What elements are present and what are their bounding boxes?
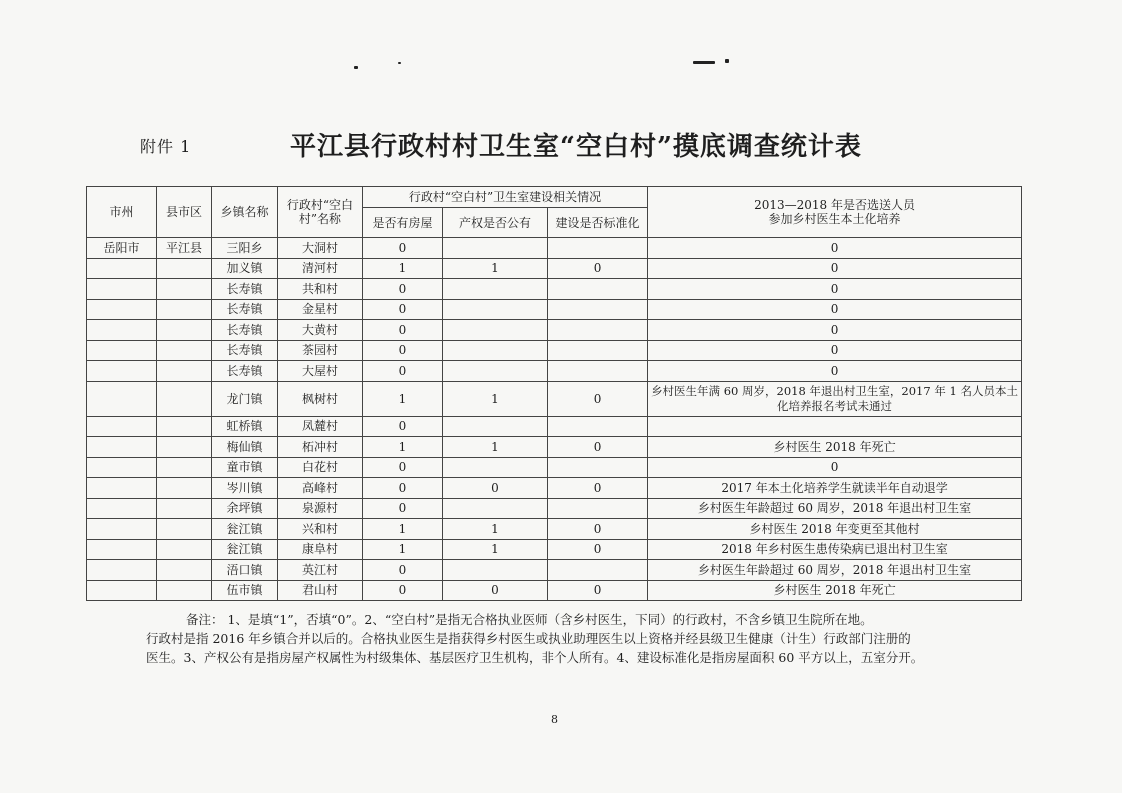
cell-standardized: 0 (548, 258, 648, 279)
cell-town: 三阳乡 (212, 238, 278, 259)
cell-town: 长寿镇 (212, 340, 278, 361)
notes-line-1: 备注： 1、是填“1”，否填“0”。2、“空白村”是指无合格执业医师（含乡村医生，下同）的行政村，不含乡镇卫生院所在地。 (186, 612, 873, 627)
cell-public-property (443, 279, 548, 300)
table-row (87, 361, 1022, 382)
cell-county (157, 279, 212, 300)
cell-standardized (548, 279, 648, 300)
cell-public-property (443, 340, 548, 361)
cell-town: 虹桥镇 (212, 416, 278, 437)
cell-city (87, 299, 157, 320)
cell-village: 大黄村 (278, 320, 363, 341)
cell-has-house: 0 (363, 361, 443, 382)
cell-standardized (548, 238, 648, 259)
cell-has-house: 0 (363, 340, 443, 361)
scan-speck (354, 66, 358, 69)
cell-village: 柘冲村 (278, 437, 363, 458)
cell-standardized (548, 457, 648, 478)
cell-public-property: 1 (443, 539, 548, 560)
cell-has-house: 1 (363, 539, 443, 560)
header-village: 行政村“空白村”名称 (278, 187, 363, 238)
cell-village: 金星村 (278, 299, 363, 320)
cell-has-house: 0 (363, 238, 443, 259)
table-row (87, 340, 1022, 361)
header-row-1 (87, 187, 1022, 208)
table-row (87, 320, 1022, 341)
header-training-line1: 2013—2018 年是否选送人员 (754, 198, 915, 212)
cell-has-house: 1 (363, 437, 443, 458)
cell-public-property: 1 (443, 519, 548, 540)
cell-village: 英江村 (278, 560, 363, 581)
cell-standardized (548, 299, 648, 320)
cell-public-property (443, 560, 548, 581)
cell-training (648, 416, 1022, 437)
table-row (87, 560, 1022, 581)
cell-city (87, 416, 157, 437)
table-row (87, 279, 1022, 300)
cell-county (157, 560, 212, 581)
cell-training: 0 (648, 299, 1022, 320)
cell-county (157, 580, 212, 601)
table-row (87, 238, 1022, 259)
cell-city (87, 340, 157, 361)
cell-town: 浯口镇 (212, 560, 278, 581)
cell-public-property (443, 416, 548, 437)
cell-training: 0 (648, 279, 1022, 300)
cell-has-house: 1 (363, 381, 443, 416)
cell-county (157, 361, 212, 382)
table-row (87, 539, 1022, 560)
cell-public-property (443, 299, 548, 320)
cell-city: 岳阳市 (87, 238, 157, 259)
attachment-label: 附件 1 (140, 137, 192, 156)
cell-standardized (548, 320, 648, 341)
cell-city (87, 361, 157, 382)
table-row (87, 381, 1022, 416)
cell-has-house: 0 (363, 279, 443, 300)
cell-standardized (548, 416, 648, 437)
cell-training: 0 (648, 320, 1022, 341)
table-row (87, 299, 1022, 320)
cell-training: 乡村医生 2018 年变更至其他村 (648, 519, 1022, 540)
header-county: 县市区 (157, 187, 212, 238)
cell-has-house: 0 (363, 416, 443, 437)
cell-public-property: 0 (443, 580, 548, 601)
scan-speck (398, 62, 401, 64)
cell-has-house: 0 (363, 457, 443, 478)
cell-town: 余坪镇 (212, 498, 278, 519)
cell-standardized: 0 (548, 381, 648, 416)
cell-village: 君山村 (278, 580, 363, 601)
cell-standardized: 0 (548, 437, 648, 458)
cell-county (157, 381, 212, 416)
cell-village: 共和村 (278, 279, 363, 300)
cell-county (157, 258, 212, 279)
cell-village: 清河村 (278, 258, 363, 279)
cell-training: 0 (648, 361, 1022, 382)
cell-village: 白花村 (278, 457, 363, 478)
header-public-property: 产权是否公有 (443, 208, 548, 238)
table-row (87, 437, 1022, 458)
cell-public-property (443, 457, 548, 478)
cell-county (157, 437, 212, 458)
cell-city (87, 478, 157, 499)
cell-training: 0 (648, 457, 1022, 478)
cell-county (157, 519, 212, 540)
cell-standardized (548, 361, 648, 382)
cell-training: 乡村医生 2018 年死亡 (648, 437, 1022, 458)
cell-county (157, 498, 212, 519)
cell-town: 伍市镇 (212, 580, 278, 601)
table-row (87, 457, 1022, 478)
cell-training: 乡村医生年龄超过 60 周岁，2018 年退出村卫生室 (648, 560, 1022, 581)
cell-village: 高峰村 (278, 478, 363, 499)
cell-has-house: 1 (363, 258, 443, 279)
table-row (87, 478, 1022, 499)
cell-training: 乡村医生年满 60 周岁，2018 年退出村卫生室，2017 年 1 名人员本土化培养报名考试未通过 (648, 381, 1022, 416)
table-row (87, 580, 1022, 601)
cell-has-house: 0 (363, 478, 443, 499)
cell-city (87, 437, 157, 458)
cell-has-house: 0 (363, 560, 443, 581)
cell-city (87, 279, 157, 300)
survey-table (86, 186, 1022, 601)
cell-county (157, 539, 212, 560)
cell-standardized: 0 (548, 580, 648, 601)
cell-public-property (443, 238, 548, 259)
cell-has-house: 0 (363, 580, 443, 601)
cell-standardized: 0 (548, 539, 648, 560)
cell-public-property (443, 320, 548, 341)
notes-line-3: 医生。3、产权公有是指房屋产权属性为村级集体、基层医疗卫生机构，非个人所有。4、建设标准化是指房屋面积 60 平方以上，五室分开。 (146, 650, 924, 665)
cell-town: 岑川镇 (212, 478, 278, 499)
cell-town: 瓮江镇 (212, 539, 278, 560)
cell-town: 梅仙镇 (212, 437, 278, 458)
cell-training: 0 (648, 258, 1022, 279)
cell-city (87, 539, 157, 560)
cell-city (87, 580, 157, 601)
scan-speck (725, 59, 729, 63)
cell-training: 乡村医生年龄超过 60 周岁，2018 年退出村卫生室 (648, 498, 1022, 519)
page-number: 8 (551, 713, 558, 726)
cell-has-house: 0 (363, 320, 443, 341)
cell-village: 兴和村 (278, 519, 363, 540)
cell-has-house: 0 (363, 498, 443, 519)
cell-county (157, 340, 212, 361)
cell-public-property: 1 (443, 437, 548, 458)
cell-city (87, 457, 157, 478)
table-row (87, 519, 1022, 540)
header-training (648, 187, 1022, 238)
cell-county: 平江县 (157, 238, 212, 259)
cell-standardized: 0 (548, 478, 648, 499)
notes (146, 610, 1026, 667)
cell-public-property: 1 (443, 381, 548, 416)
header-training-line2: 参加乡村医生本土化培养 (768, 212, 901, 226)
cell-town: 童市镇 (212, 457, 278, 478)
cell-training: 0 (648, 238, 1022, 259)
cell-standardized (548, 498, 648, 519)
cell-village: 枫树村 (278, 381, 363, 416)
header-construction-group: 行政村“空白村”卫生室建设相关情况 (363, 187, 648, 208)
cell-city (87, 560, 157, 581)
cell-town: 长寿镇 (212, 320, 278, 341)
cell-county (157, 299, 212, 320)
table-row (87, 416, 1022, 437)
cell-city (87, 320, 157, 341)
cell-public-property: 1 (443, 258, 548, 279)
cell-city (87, 519, 157, 540)
cell-county (157, 416, 212, 437)
cell-public-property (443, 361, 548, 382)
cell-town: 龙门镇 (212, 381, 278, 416)
header-town: 乡镇名称 (212, 187, 278, 238)
cell-town: 长寿镇 (212, 279, 278, 300)
cell-town: 加义镇 (212, 258, 278, 279)
header-standardized: 建设是否标准化 (548, 208, 648, 238)
document-title: 平江县行政村村卫生室“空白村”摸底调查统计表 (290, 132, 862, 162)
cell-standardized (548, 560, 648, 581)
cell-county (157, 478, 212, 499)
cell-training: 2017 年本土化培养学生就读半年自动退学 (648, 478, 1022, 499)
cell-town: 长寿镇 (212, 361, 278, 382)
cell-city (87, 498, 157, 519)
cell-standardized (548, 340, 648, 361)
cell-city (87, 258, 157, 279)
notes-line-2: 行政村是指 2016 年乡镇合并以后的。合格执业医生是指获得乡村医生或执业助理医生以上资格并经县级卫生健康（计生）行政部门注册的 (146, 631, 911, 646)
cell-training: 0 (648, 340, 1022, 361)
cell-town: 瓮江镇 (212, 519, 278, 540)
table-row (87, 258, 1022, 279)
cell-village: 凤麓村 (278, 416, 363, 437)
cell-town: 长寿镇 (212, 299, 278, 320)
cell-village: 泉源村 (278, 498, 363, 519)
scan-speck (693, 61, 715, 64)
cell-county (157, 320, 212, 341)
cell-public-property (443, 498, 548, 519)
cell-village: 康阜村 (278, 539, 363, 560)
cell-village: 大屋村 (278, 361, 363, 382)
cell-village: 茶园村 (278, 340, 363, 361)
cell-public-property: 0 (443, 478, 548, 499)
cell-city (87, 381, 157, 416)
cell-village: 大洞村 (278, 238, 363, 259)
cell-has-house: 1 (363, 519, 443, 540)
cell-training: 乡村医生 2018 年死亡 (648, 580, 1022, 601)
cell-county (157, 457, 212, 478)
cell-training: 2018 年乡村医生患传染病已退出村卫生室 (648, 539, 1022, 560)
header-city: 市州 (87, 187, 157, 238)
cell-has-house: 0 (363, 299, 443, 320)
table-row (87, 498, 1022, 519)
header-has-house: 是否有房屋 (363, 208, 443, 238)
cell-standardized: 0 (548, 519, 648, 540)
